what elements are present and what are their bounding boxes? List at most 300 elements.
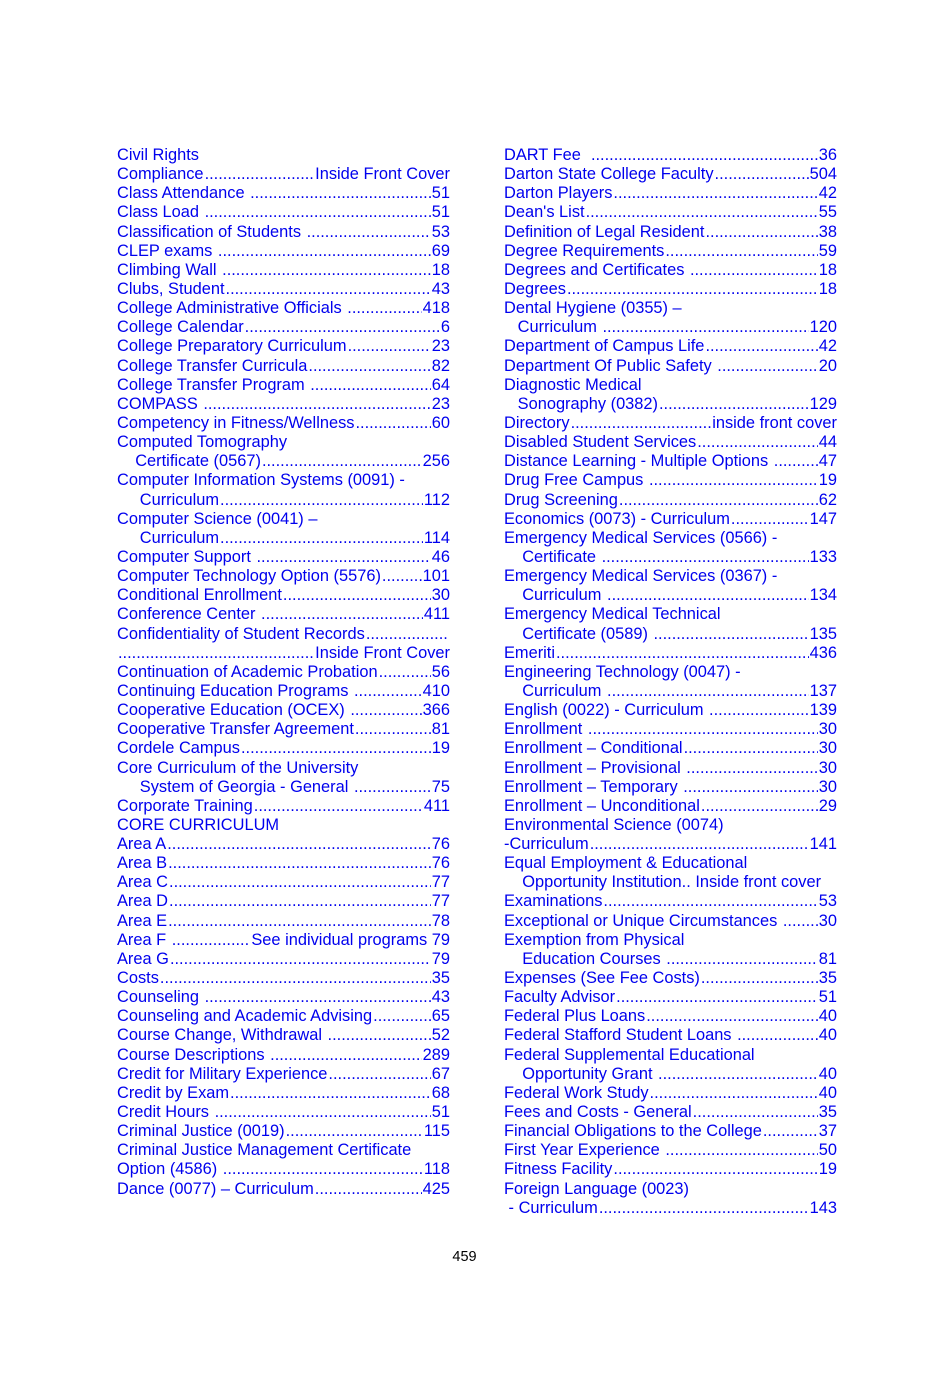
index-entry[interactable] xyxy=(504,471,837,490)
index-entry-page: 55 xyxy=(818,203,837,222)
index-entry[interactable] xyxy=(117,1122,450,1141)
index-entry[interactable] xyxy=(117,912,450,931)
dot-leader xyxy=(607,586,809,605)
index-entry[interactable] xyxy=(504,414,837,433)
index-entry-page: 289 xyxy=(422,1045,450,1064)
index-entry-title: Darton Players xyxy=(504,184,613,203)
index-entry-page: 35 xyxy=(818,1103,837,1122)
dot-leader xyxy=(167,835,431,854)
dot-leader xyxy=(270,1046,422,1065)
index-entry-title: Enrollment xyxy=(504,720,587,739)
index-entry[interactable] xyxy=(504,739,837,758)
index-entry[interactable] xyxy=(117,280,450,299)
index-entry[interactable] xyxy=(117,969,450,988)
index-entry[interactable] xyxy=(117,471,450,490)
index-entry-title: First Year Experience xyxy=(504,1141,665,1160)
index-entry[interactable] xyxy=(504,395,837,414)
index-entry[interactable] xyxy=(504,586,837,605)
index-entry-title: Darton State College Faculty xyxy=(504,165,714,184)
index-entry[interactable] xyxy=(504,950,837,969)
dot-leader xyxy=(205,165,315,184)
dot-leader xyxy=(348,337,431,356)
index-entry-page: 19 xyxy=(818,1160,837,1179)
index-entry-title: Class Attendance xyxy=(117,184,250,203)
index-entry[interactable] xyxy=(504,1084,837,1103)
index-entry-page: 56 xyxy=(431,662,450,681)
index-entry-page: 36 xyxy=(818,146,837,164)
index-entry[interactable] xyxy=(504,625,837,644)
index-entry-title: College Administrative Officials xyxy=(117,299,347,318)
index-entry[interactable] xyxy=(117,1141,450,1160)
index-entry[interactable] xyxy=(504,701,837,720)
index-entry[interactable] xyxy=(117,337,450,356)
index-entry[interactable] xyxy=(504,452,837,471)
dot-leader xyxy=(245,318,440,337)
dot-leader xyxy=(783,912,818,931)
index-entry-page: 65 xyxy=(431,1007,450,1026)
index-entry-page: 64 xyxy=(431,375,450,394)
index-entry[interactable] xyxy=(117,318,450,337)
index-entry-title: Economics (0073) - Curriculum xyxy=(504,509,730,528)
index-entry[interactable] xyxy=(504,529,837,548)
index-entry[interactable] xyxy=(117,892,450,911)
index-entry-page: 30 xyxy=(818,911,837,930)
index-entry-page: 256 xyxy=(422,452,450,471)
index-entry[interactable] xyxy=(504,337,837,356)
index-entry[interactable] xyxy=(117,854,450,873)
index-column-left xyxy=(117,146,450,1199)
index-entry-title: Area C xyxy=(117,873,169,892)
index-entry-title: Diagnostic Medical xyxy=(504,375,642,394)
index-entry-page: 51 xyxy=(431,203,450,222)
index-entry-page: 81 xyxy=(431,720,450,739)
index-entry-title: Environmental Science (0074) xyxy=(504,815,724,834)
dot-leader xyxy=(307,223,431,242)
index-entry-page: 141 xyxy=(809,835,837,854)
dot-leader xyxy=(382,567,422,586)
index-entry[interactable] xyxy=(117,644,450,663)
index-entry-title: Curriculum xyxy=(504,318,602,337)
index-entry-title: System of Georgia - General xyxy=(117,777,353,796)
index-entry-title: Federal Supplemental Educational xyxy=(504,1045,755,1064)
dot-leader xyxy=(170,950,431,969)
index-entry-title: Class Load xyxy=(117,203,204,222)
index-entry[interactable] xyxy=(117,931,450,950)
index-entry[interactable] xyxy=(504,720,837,739)
index-entry-title: Counseling and Academic Advising xyxy=(117,1007,373,1026)
index-entry-title: Exemption from Physical xyxy=(504,930,685,949)
index-entry-page: 18 xyxy=(431,260,450,279)
index-entry[interactable] xyxy=(117,165,450,184)
index-entry-title: Distance Learning - Multiple Options xyxy=(504,452,773,471)
index-entry-title: Enrollment – Unconditional xyxy=(504,796,700,815)
index-entry-title: Criminal Justice (0019) xyxy=(117,1122,285,1141)
index-entry-page: 35 xyxy=(818,969,837,988)
dot-leader xyxy=(591,146,818,165)
index-entry[interactable] xyxy=(117,605,450,624)
dot-leader xyxy=(649,471,818,490)
index-entry[interactable] xyxy=(504,912,837,931)
index-entry[interactable] xyxy=(117,1180,450,1199)
index-entry[interactable] xyxy=(117,223,450,242)
index-entry[interactable] xyxy=(504,854,837,873)
index-entry[interactable] xyxy=(504,433,837,452)
dot-leader xyxy=(354,778,431,797)
index-entry-title: Directory xyxy=(504,413,570,432)
dot-leader xyxy=(347,299,421,318)
index-entry-title: Financial Obligations to the College xyxy=(504,1122,762,1141)
dot-leader xyxy=(693,1103,818,1122)
index-entry-title: Enrollment – Temporary xyxy=(504,777,683,796)
dot-leader xyxy=(607,682,809,701)
index-column-right xyxy=(504,146,837,1218)
index-entry-title: Clubs, Student xyxy=(117,279,225,298)
index-entry[interactable] xyxy=(504,969,837,988)
index-entry[interactable] xyxy=(504,1026,837,1045)
index-entry-title: DART Fee xyxy=(504,146,590,164)
dot-leader xyxy=(717,357,818,376)
index-entry[interactable] xyxy=(504,165,837,184)
index-entry[interactable] xyxy=(504,1046,837,1065)
index-entry-title: Area A xyxy=(117,835,167,854)
index-entry[interactable] xyxy=(504,567,837,586)
dot-leader xyxy=(283,586,431,605)
index-entry[interactable] xyxy=(117,357,450,376)
index-entry-title: Cooperative Transfer Agreement xyxy=(117,720,354,739)
index-entry-title: Core Curriculum of the University xyxy=(117,758,359,777)
dot-leader xyxy=(709,701,809,720)
index-entry-page: 129 xyxy=(809,394,837,413)
index-entry-title: Dental Hygiene (0355) – xyxy=(504,299,682,318)
index-entry[interactable] xyxy=(504,1141,837,1160)
index-entry[interactable] xyxy=(117,1084,450,1103)
index-entry-title: Area E xyxy=(117,911,168,930)
index-entry[interactable] xyxy=(504,1065,837,1084)
dot-leader xyxy=(355,720,431,739)
index-entry[interactable] xyxy=(504,280,837,299)
index-entry[interactable] xyxy=(117,567,450,586)
dot-leader xyxy=(350,701,421,720)
index-entry-page: 411 xyxy=(423,796,450,815)
dot-leader xyxy=(683,778,818,797)
index-entry[interactable] xyxy=(504,1007,837,1026)
index-entry-page: 75 xyxy=(431,777,450,796)
dot-leader xyxy=(220,491,423,510)
dot-leader xyxy=(666,950,818,969)
index-entry[interactable] xyxy=(117,835,450,854)
index-entry-title: Area B xyxy=(117,854,168,873)
index-entry-page: 40 xyxy=(818,1064,837,1083)
index-entry-page: 77 xyxy=(431,873,450,892)
dot-leader xyxy=(665,1141,817,1160)
index-entry-title: Corporate Training xyxy=(117,796,253,815)
dot-leader xyxy=(586,203,818,222)
index-entry-page: 112 xyxy=(423,490,450,509)
dot-leader xyxy=(308,357,430,376)
index-entry[interactable] xyxy=(117,720,450,739)
index-entry-page: 411 xyxy=(423,605,450,624)
index-entry[interactable] xyxy=(117,988,450,1007)
index-entry[interactable] xyxy=(504,261,837,280)
index-entry-title: Enrollment – Provisional xyxy=(504,758,686,777)
index-entry-page: 410 xyxy=(422,681,450,700)
index-entry-page: 52 xyxy=(431,1026,450,1045)
index-entry[interactable] xyxy=(117,242,450,261)
index-entry-title: Credit for Military Experience xyxy=(117,1064,328,1083)
dot-leader xyxy=(697,433,818,452)
index-entry-title: Examinations xyxy=(504,892,603,911)
index-entry-title: Criminal Justice Management Certificate xyxy=(117,1141,412,1160)
index-entry[interactable] xyxy=(117,376,450,395)
index-entry-page: 69 xyxy=(431,241,450,260)
index-entry[interactable] xyxy=(117,395,450,414)
index-entry-title: Computer Technology Option (5576) xyxy=(117,567,381,586)
index-entry-title: Degrees xyxy=(504,279,566,298)
dot-leader xyxy=(646,1007,818,1026)
index-entry-title: Degrees and Certificates xyxy=(504,260,689,279)
index-entry-page: 53 xyxy=(818,892,837,911)
index-entry[interactable] xyxy=(117,701,450,720)
index-entry[interactable] xyxy=(504,510,837,529)
index-entry-page: 44 xyxy=(818,433,837,452)
index-entry-page: 30 xyxy=(818,758,837,777)
dot-leader xyxy=(705,223,817,242)
dot-leader xyxy=(355,414,430,433)
index-entry-title: Emergency Medical Services (0367) - xyxy=(504,567,778,586)
index-entry[interactable] xyxy=(504,376,837,395)
index-entry-title: Dance (0077) – Curriculum xyxy=(117,1179,314,1198)
dot-leader xyxy=(599,1199,809,1218)
index-entry[interactable] xyxy=(117,816,450,835)
dot-leader xyxy=(354,682,422,701)
index-entry-title: Opportunity Grant xyxy=(504,1064,658,1083)
dot-leader xyxy=(254,797,423,816)
index-entry[interactable] xyxy=(117,146,450,165)
dot-leader xyxy=(701,797,818,816)
index-entry-title: Drug Screening xyxy=(504,490,618,509)
index-entry-page: 134 xyxy=(809,586,837,605)
index-entry-page: 40 xyxy=(818,1026,837,1045)
index-entry[interactable] xyxy=(117,299,450,318)
index-entry[interactable] xyxy=(504,605,837,624)
index-entry-page: 115 xyxy=(423,1122,450,1141)
dot-leader xyxy=(379,663,431,682)
dot-leader xyxy=(205,203,431,222)
index-entry[interactable] xyxy=(504,778,837,797)
index-entry[interactable] xyxy=(117,414,450,433)
index-entry[interactable] xyxy=(504,873,837,892)
index-entry-title: Sonography (0382) xyxy=(504,394,658,413)
dot-leader xyxy=(168,854,431,873)
index-entry-title: Credit Hours xyxy=(117,1103,214,1122)
index-entry-title: CLEP exams xyxy=(117,241,217,260)
index-entry[interactable] xyxy=(504,299,837,318)
index-entry[interactable] xyxy=(117,682,450,701)
index-entry[interactable] xyxy=(504,146,837,165)
index-entry[interactable] xyxy=(117,203,450,222)
index-entry-page: inside front cover xyxy=(712,413,837,432)
index-entry-page: 19 xyxy=(431,739,450,758)
index-entry-page: 67 xyxy=(431,1064,450,1083)
index-entry[interactable] xyxy=(504,644,837,663)
index-entry[interactable] xyxy=(117,1007,450,1026)
index-entry-title: Credit by Exam xyxy=(117,1083,230,1102)
index-entry-page: 82 xyxy=(431,356,450,375)
dot-leader xyxy=(690,261,818,280)
dot-leader xyxy=(731,510,809,529)
index-entry[interactable] xyxy=(504,759,837,778)
index-entry[interactable] xyxy=(117,1103,450,1122)
index-entry-title: Computed Tomography xyxy=(117,433,288,452)
index-entry[interactable] xyxy=(117,261,450,280)
index-entry-title: Classification of Students xyxy=(117,222,306,241)
index-entry[interactable] xyxy=(504,931,837,950)
index-entry-title: Certificate (0589) xyxy=(504,624,653,643)
index-entry[interactable] xyxy=(117,491,450,510)
index-entry-page: 35 xyxy=(431,969,450,988)
index-entry[interactable] xyxy=(504,663,837,682)
dot-leader xyxy=(613,1160,817,1179)
index-entry-page: 137 xyxy=(809,681,837,700)
index-entry-title: Degree Requirements xyxy=(504,241,665,260)
index-entry[interactable] xyxy=(117,433,450,452)
index-entry[interactable] xyxy=(504,184,837,203)
dot-leader xyxy=(118,644,314,663)
index-entry-title: Emeriti xyxy=(504,643,555,662)
index-entry-page: Inside Front Cover xyxy=(315,165,450,184)
index-entry-page: 418 xyxy=(422,299,450,318)
index-entry[interactable] xyxy=(504,988,837,1007)
dot-leader xyxy=(328,1065,430,1084)
index-entry[interactable] xyxy=(504,242,837,261)
index-entry-page: 139 xyxy=(809,701,837,720)
index-entry[interactable] xyxy=(117,529,450,548)
index-entry-page: 68 xyxy=(431,1083,450,1102)
index-entry-title: Disabled Student Services xyxy=(504,433,697,452)
index-entry-title: Area G xyxy=(117,949,169,968)
index-entry[interactable] xyxy=(504,1103,837,1122)
index-entry-title: Continuing Education Programs xyxy=(117,681,353,700)
dot-leader xyxy=(220,529,423,548)
index-entry[interactable] xyxy=(117,452,450,471)
dot-leader xyxy=(256,548,430,567)
dot-leader xyxy=(602,548,809,567)
index-entry[interactable] xyxy=(117,873,450,892)
index-entry-title: Cordele Campus xyxy=(117,739,240,758)
index-entry[interactable] xyxy=(117,510,450,529)
index-entry-title: College Preparatory Curriculum xyxy=(117,337,347,356)
index-entry-page: 47 xyxy=(818,452,837,471)
index-entry[interactable] xyxy=(504,357,837,376)
index-entry-page: 133 xyxy=(809,547,837,566)
dot-leader xyxy=(215,1103,431,1122)
dot-leader xyxy=(286,1122,423,1141)
index-entry-page: 366 xyxy=(422,701,450,720)
index-entry-page: Inside Front Cover xyxy=(315,643,450,662)
dot-leader xyxy=(588,720,818,739)
index-entry[interactable] xyxy=(504,892,837,911)
index-entry-title: Emergency Medical Services (0566) - xyxy=(504,528,778,547)
dot-leader xyxy=(168,912,431,931)
dot-leader xyxy=(705,337,817,356)
dot-leader xyxy=(373,1007,431,1026)
index-entry-title: Confidentiality of Student Records xyxy=(117,624,365,643)
index-entry-title: Climbing Wall xyxy=(117,260,222,279)
index-entry[interactable] xyxy=(504,491,837,510)
index-entry-title: Department Of Public Safety xyxy=(504,356,717,375)
index-entry[interactable] xyxy=(117,184,450,203)
index-entry[interactable] xyxy=(117,548,450,567)
dot-leader xyxy=(774,452,818,471)
index-entry[interactable] xyxy=(504,1180,837,1199)
index-entry-title: Engineering Technology (0047) - xyxy=(504,662,741,681)
index-entry[interactable] xyxy=(504,318,837,337)
index-entry-title: Dean's List xyxy=(504,203,585,222)
index-entry-page: 42 xyxy=(818,337,837,356)
index-entry[interactable] xyxy=(117,759,450,778)
dot-leader xyxy=(737,1026,818,1045)
index-entry[interactable] xyxy=(117,1026,450,1045)
index-entry[interactable] xyxy=(504,1122,837,1141)
index-entry[interactable] xyxy=(117,586,450,605)
index-entry[interactable] xyxy=(504,548,837,567)
index-entry[interactable] xyxy=(504,682,837,701)
index-entry[interactable] xyxy=(117,739,450,758)
index-entry[interactable] xyxy=(504,816,837,835)
index-entry[interactable] xyxy=(504,797,837,816)
index-entry[interactable] xyxy=(117,625,450,644)
index-entry[interactable] xyxy=(117,1160,450,1179)
index-entry-title: College Transfer Curricula xyxy=(117,356,308,375)
index-entry[interactable] xyxy=(117,950,450,969)
index-entry[interactable] xyxy=(504,1199,837,1218)
dot-leader xyxy=(250,184,431,203)
dot-leader xyxy=(613,184,817,203)
index-entry-page: 18 xyxy=(818,260,837,279)
index-entry-page: 50 xyxy=(818,1141,837,1160)
page-number: 459 xyxy=(452,1249,477,1265)
index-entry-title: Course Descriptions xyxy=(117,1045,270,1064)
index-entry[interactable] xyxy=(504,203,837,222)
index-entry-page: 147 xyxy=(809,509,837,528)
index-entry-page: 77 xyxy=(431,892,450,911)
index-entry-page: 76 xyxy=(431,854,450,873)
index-entry[interactable] xyxy=(117,663,450,682)
index-entry-title: Definition of Legal Resident xyxy=(504,222,705,241)
index-entry[interactable] xyxy=(504,223,837,242)
index-entry-page: 51 xyxy=(818,988,837,1007)
index-entry-page: 40 xyxy=(818,1083,837,1102)
index-entry-page: 425 xyxy=(422,1179,450,1198)
index-entry-page: 43 xyxy=(431,279,450,298)
dot-leader xyxy=(650,1084,818,1103)
dot-leader xyxy=(205,988,431,1007)
index-entry[interactable] xyxy=(504,835,837,854)
index-entry[interactable] xyxy=(117,1046,450,1065)
dot-leader xyxy=(328,1026,431,1045)
index-entry-page: 53 xyxy=(431,222,450,241)
dot-leader xyxy=(603,892,817,911)
dot-leader xyxy=(261,605,423,624)
index-entry[interactable] xyxy=(504,1160,837,1179)
dot-leader xyxy=(658,1065,818,1084)
index-entry[interactable] xyxy=(117,778,450,797)
index-entry[interactable] xyxy=(117,797,450,816)
dot-leader xyxy=(226,280,431,299)
index-entry[interactable] xyxy=(117,1065,450,1084)
index-entry-page: 42 xyxy=(818,184,837,203)
index-entry-title: Fitness Facility xyxy=(504,1160,613,1179)
